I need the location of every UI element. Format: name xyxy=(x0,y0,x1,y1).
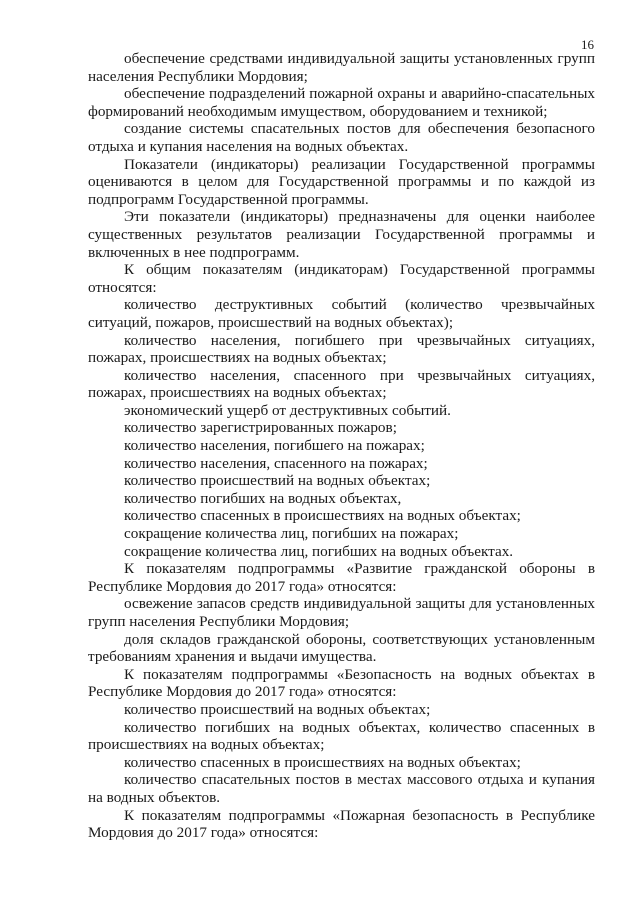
paragraph: обеспечение средствами индивидуальной защиты установленных групп населения Республики Мордовия; xyxy=(88,50,595,85)
paragraph: экономический ущерб от деструктивных событий. xyxy=(124,401,451,419)
paragraph: количество населения, погибшего при чрезвычайных ситуациях, пожарах, происшествиях на водных объектах; xyxy=(88,331,595,367)
paragraph: количество спасенных в происшествиях на водных объектах; xyxy=(124,753,521,771)
paragraph: количество спасательных постов в местах массового отдыха и купания на водных объектов. xyxy=(88,771,595,806)
paragraph: сокращение количества лиц, погибших на водных объектах. xyxy=(124,542,514,560)
paragraph: количество деструктивных событий (количество чрезвычайных ситуаций, пожаров, происшествий на водных объектах); xyxy=(88,296,595,331)
page-number: 16 xyxy=(581,37,594,52)
paragraph: количество населения, погибшего на пожарах; xyxy=(124,437,425,455)
paragraph: количество спасенных в происшествиях на водных объектах; xyxy=(124,507,521,525)
paragraph: количество населения, спасенного на пожарах; xyxy=(124,454,428,472)
paragraph: Эти показатели (индикаторы) предназначены для оценки наиболее существенных результатов реализации Государственной программы и включенных в нее подпрограмм. xyxy=(88,208,595,261)
paragraph: количество населения, спасенного при чрезвычайных ситуациях, пожарах, происшествиях на водных объектах; xyxy=(88,366,595,402)
paragraph: количество погибших на водных объектах, xyxy=(124,489,402,507)
paragraph: доля складов гражданской обороны, соответствующих установленным требованиям хранения и выдачи имущества. xyxy=(88,630,595,666)
paragraph: К показателям подпрограммы «Развитие гражданской обороны в Республике Мордовия до 2017 года» относятся: xyxy=(88,560,595,595)
paragraph: количество погибших на водных объектах, количество спасенных в происшествиях на водных объектах; xyxy=(88,718,595,754)
paragraph: количество происшествий на водных объектах; xyxy=(124,700,431,718)
paragraph: освежение запасов средств индивидуальной защиты для установленных групп населения Республики Мордовия; xyxy=(88,595,595,630)
paragraph: сокращение количества лиц, погибших на пожарах; xyxy=(124,525,459,543)
paragraph: количество происшествий на водных объектах; xyxy=(124,472,431,490)
paragraph: К общим показателям (индикаторам) Государственной программы относятся: xyxy=(88,261,595,296)
document-body xyxy=(88,50,595,842)
paragraph: К показателям подпрограммы «Безопасность на водных объектах в Республике Мордовия до 2017 года» относятся: xyxy=(88,665,595,701)
paragraph: создание системы спасательных постов для обеспечения безопасного отдыха и купания населения на водных объектах. xyxy=(88,120,595,155)
paragraph: К показателям подпрограммы «Пожарная безопасность в Республике Мордовия до 2017 года» относятся: xyxy=(88,806,595,842)
paragraph: обеспечение подразделений пожарной охраны и аварийно-спасательных формирований необходимым имуществом, оборудованием и техникой; xyxy=(88,85,595,120)
paragraph: количество зарегистрированных пожаров; xyxy=(124,419,397,437)
paragraph: Показатели (индикаторы) реализации Государственной программы оцениваются в целом для Государственной программы и по каждой из подпрограмм Государственной программы. xyxy=(88,155,595,208)
